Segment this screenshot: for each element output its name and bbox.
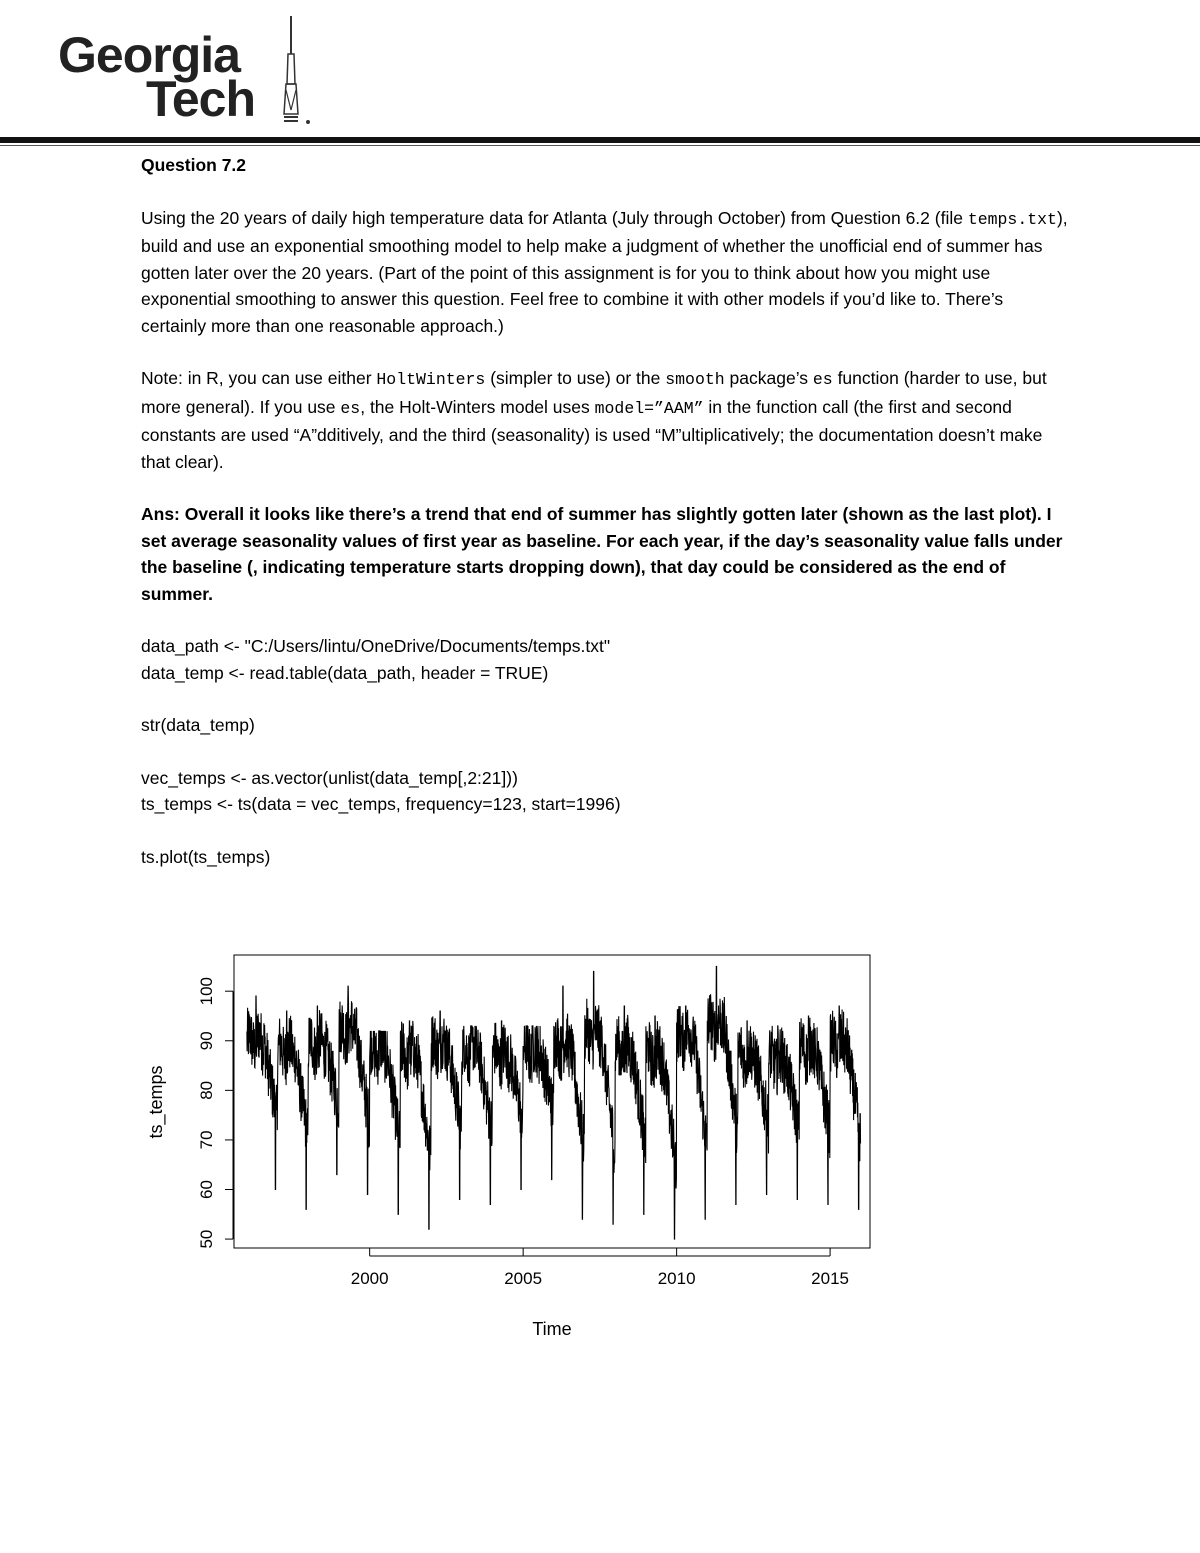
x-tick-label: 2010	[657, 1269, 696, 1288]
question-title: Question 7.2	[141, 155, 247, 175]
georgia-tech-logo	[58, 14, 328, 130]
y-tick-label: 90	[197, 1031, 216, 1051]
answer-paragraph: Ans: Overall it looks like there’s a trend that end of summer has slightly gotten later (shown as the last plot). I set average seasonality values of first year as baseline. For each year, if the day’s seasonality value falls under the baseline (, indicating temperature starts dropping down), that day could be considered as the end of summer.	[141, 504, 1063, 604]
code-line: data_temp <- read.table(data_path, header = TRUE)	[141, 662, 549, 683]
note-text: package’s	[724, 368, 813, 388]
x-tick-label: 2015	[811, 1269, 850, 1288]
tech-tower-icon	[280, 14, 320, 130]
code-line: vec_temps <- as.vector(unlist(data_temp[,2:21]))	[141, 767, 518, 788]
y-tick-label: 100	[197, 977, 216, 1006]
axis-layer	[197, 977, 849, 1288]
note-paragraph	[141, 365, 1071, 475]
code-line: str(data_temp)	[141, 715, 255, 735]
y-tick-label: 50	[197, 1229, 216, 1249]
note-text: Note: in R, you can use either	[141, 368, 377, 388]
series-layer	[247, 966, 861, 1239]
header-rule	[0, 137, 1200, 143]
code-model: model=”AAM”	[594, 398, 704, 418]
code-line: ts_temps <- ts(data = vec_temps, frequency=123, start=1996)	[141, 794, 621, 814]
code-line: data_path <- "C:/Users/lintu/OneDrive/Documents/temps.txt"	[141, 636, 611, 656]
para-text: Using the 20 years of daily high temperature data for Atlanta (July through October) from Question 6.2 (file	[141, 207, 968, 228]
x-tick-label: 2005	[504, 1269, 543, 1288]
y-tick-label: 70	[197, 1130, 216, 1150]
series-line-ts-temps	[247, 966, 861, 1239]
ts-plot-chart	[140, 940, 900, 1350]
document-body	[141, 152, 1071, 870]
note-text: , the Holt-Winters model uses	[360, 396, 595, 417]
logo-line-1: Georgia	[58, 27, 240, 83]
x-tick-label: 2000	[350, 1269, 389, 1288]
note-text: (simpler to use) or the	[485, 368, 666, 388]
y-tick-label: 80	[197, 1080, 216, 1100]
question-paragraph	[141, 205, 1071, 340]
y-axis-label: ts_temps	[146, 1065, 166, 1139]
para-text: ), build and use an exponential smoothing model to help make a judgment of whether the unofficial end of summer has gotten later over the 20 years. (Part of the point of this assignment is for you to think about how you might use exponential smoothing to answer this question. Feel free to combine it with other models if you’d like to. There’s certainly more than one reasonable approach.)	[141, 207, 1068, 336]
x-axis-label: Time	[532, 1319, 572, 1339]
y-tick-label: 60	[197, 1180, 216, 1199]
note-text: function (harder to use, but more general). If you use	[141, 368, 1047, 417]
code-line: ts.plot(ts_temps)	[141, 846, 271, 867]
r-code-block	[141, 633, 1071, 870]
file-name: temps.txt	[967, 209, 1057, 229]
note-text: in the function call (the first and second constants are used “A”dditively, and the third (seasonality) is used “M”ultiplicatively; the documentation doesn’t make that clear).	[141, 396, 1043, 472]
logo-line-2: Tech	[146, 71, 255, 127]
code-es: es	[340, 398, 361, 418]
header-rule-thin	[0, 145, 1200, 146]
code-holtwinters: HoltWinters	[376, 370, 486, 389]
code-es: es	[812, 370, 833, 389]
code-smooth: smooth	[665, 370, 725, 389]
